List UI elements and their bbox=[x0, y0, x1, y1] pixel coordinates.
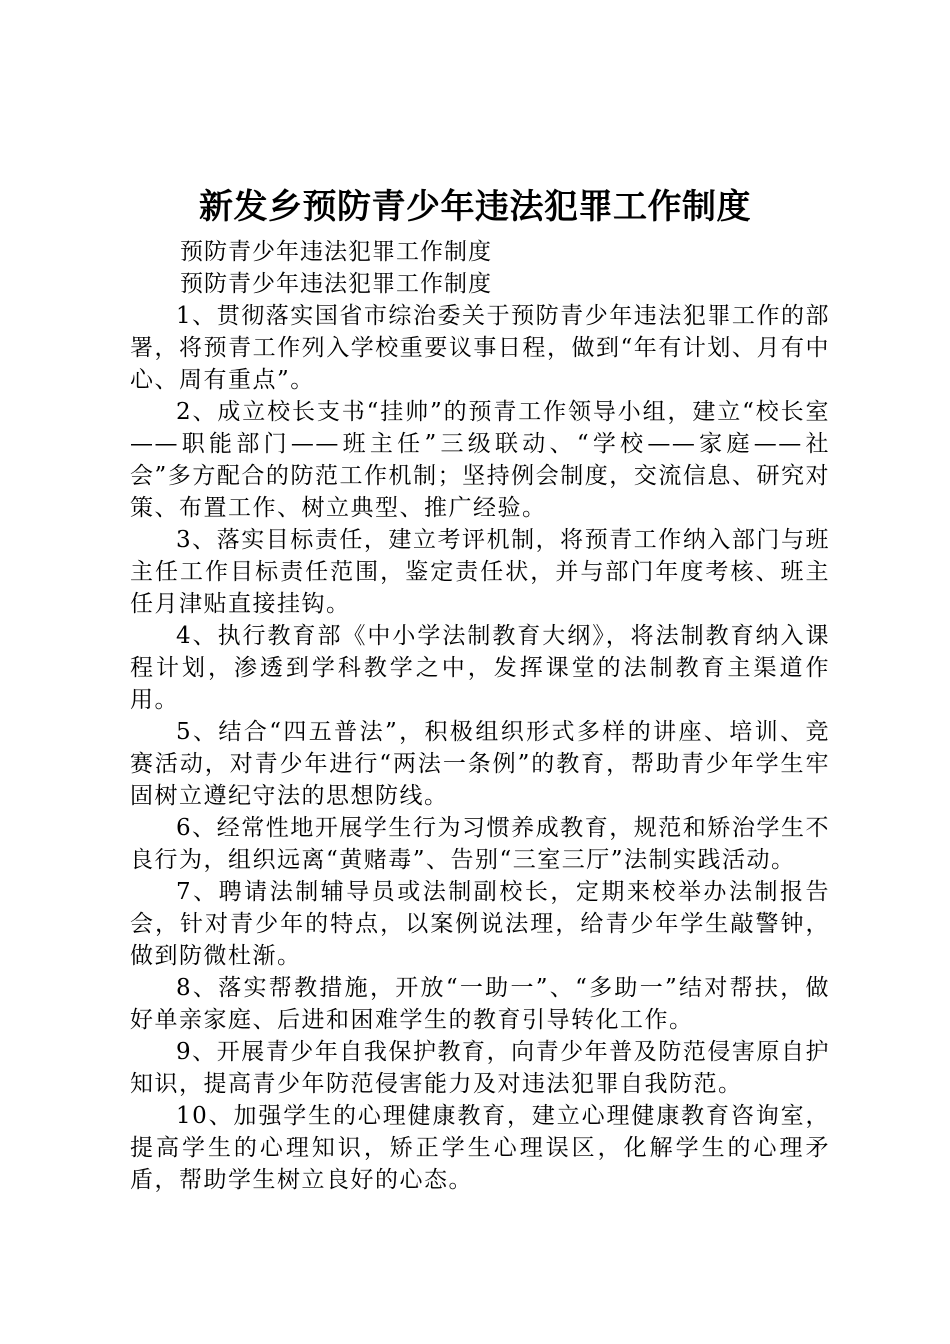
paragraph-item: 7、聘请法制辅导员或法制副校长，定期来校举办法制报告会，针对青少年的特点，以案例说法理，给青少年学生敲警钟，做到防微杜渐。 bbox=[130, 879, 830, 969]
paragraph-item: 10、加强学生的心理健康教育，建立心理健康教育咨询室，提高学生的心理知识，矫正学生心理误区，化解学生的心理矛盾，帮助学生树立良好的心态。 bbox=[130, 1103, 830, 1193]
paragraph-item: 4、执行教育部《中小学法制教育大纲》，将法制教育纳入课程计划，渗透到学科教学之中，发挥课堂的法制教育主渠道作用。 bbox=[130, 623, 830, 713]
paragraph-item: 3、落实目标责任，建立考评机制，将预青工作纳入部门与班主任工作目标责任范围，鉴定责任状，并与部门年度考核、班主任月津贴直接挂钩。 bbox=[130, 527, 830, 617]
document-subtitle: 预防青少年违法犯罪工作制度 bbox=[180, 239, 492, 265]
document-subtitle: 预防青少年违法犯罪工作制度 bbox=[180, 271, 492, 297]
paragraph-item: 1、贯彻落实国省市综治委关于预防青少年违法犯罪工作的部署，将预青工作列入学校重要议事日程，做到“年有计划、月有中心、周有重点”。 bbox=[130, 303, 830, 393]
paragraph-item: 8、落实帮教措施，开放“一助一”、“多助一”结对帮扶，做好单亲家庭、后进和困难学生的教育引导转化工作。 bbox=[130, 975, 830, 1033]
document-title: 新发乡预防青少年违法犯罪工作制度 bbox=[199, 187, 751, 227]
paragraph-item: 9、开展青少年自我保护教育，向青少年普及防范侵害原自护知识，提高青少年防范侵害能力及对违法犯罪自我防范。 bbox=[130, 1039, 830, 1097]
paragraph-item: 5、结合“四五普法”，积极组织形式多样的讲座、培训、竞赛活动，对青少年进行“两法一条例”的教育，帮助青少年学生牢固树立遵纪守法的思想防线。 bbox=[130, 719, 830, 809]
paragraph-item: 6、经常性地开展学生行为习惯养成教育，规范和矫治学生不良行为，组织远离“黄赌毒”、告别“三室三厅”法制实践活动。 bbox=[130, 815, 830, 873]
paragraph-item: 2、成立校长支书“挂帅”的预青工作领导小组，建立“校长室——职能部门——班主任”三级联动、“学校——家庭——社会”多方配合的防范工作机制；坚持例会制度，交流信息、研究对策、布置工作、树立典型、推广经验。 bbox=[130, 399, 830, 521]
document-body bbox=[130, 236, 830, 1196]
